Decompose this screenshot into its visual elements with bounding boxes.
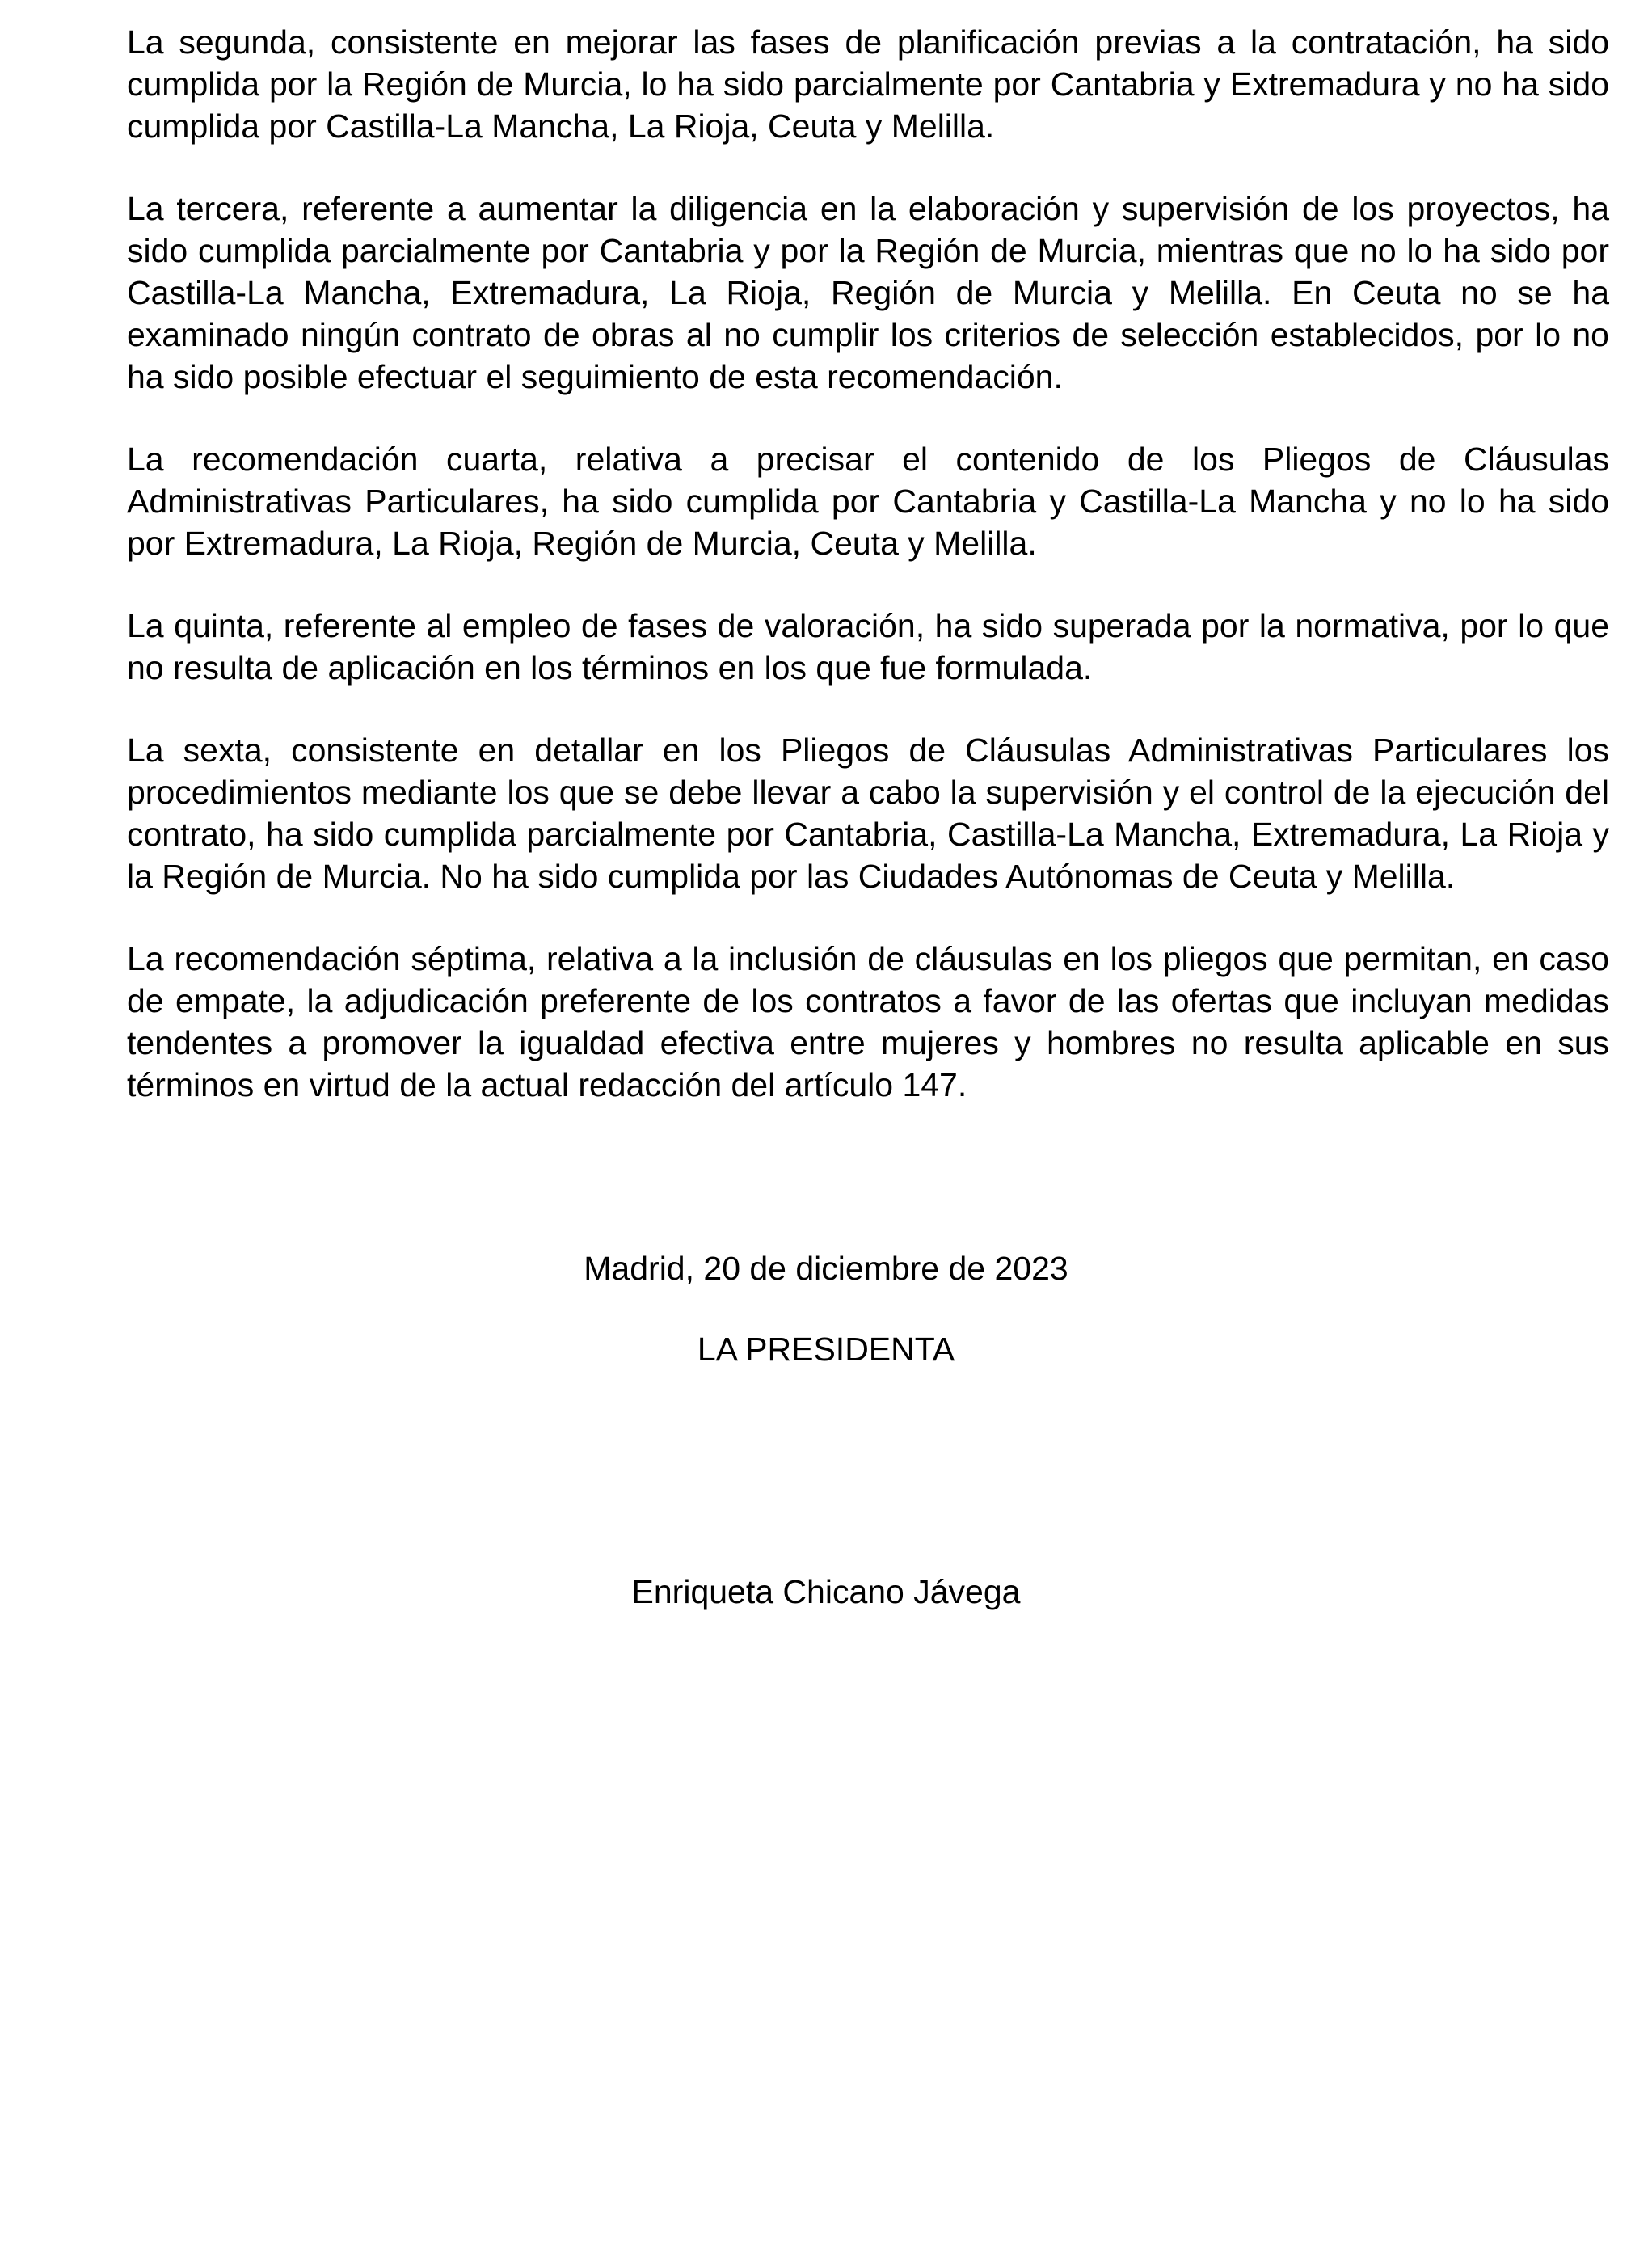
paragraph-quinta: La quinta, referente al empleo de fases de valoración, ha sido superada por la normativa, por lo que no resulta de aplicación en los términos en los que fue formulada. (127, 607, 1609, 686)
signer-title: LA PRESIDENTA (697, 1331, 955, 1368)
paragraph-cuarta: La recomendación cuarta, relativa a precisar el contenido de los Pliegos de Cláusulas Administrativas Particulares, ha sido cumplida por Cantabria y Castilla-La Mancha y no lo ha sido por Extremadura, La Rioja, Región de Murcia, Ceuta y Melilla. (127, 441, 1609, 562)
paragraph-sexta: La sexta, consistente en detallar en los Pliegos de Cláusulas Administrativas Particulares los procedimientos mediante los que se debe llevar a cabo la supervisión y el control de la ejecución del contrato, ha sido cumplida parcialmente por Cantabria, Castilla-La Mancha, Extremadura, La Rioja y la Región de Murcia. No ha sido cumplida por las Ciudades Autónomas de Ceuta y Melilla. (127, 732, 1609, 895)
document-body (127, 21, 1609, 1146)
paragraph-septima: La recomendación séptima, relativa a la inclusión de cláusulas en los pliegos que permitan, en caso de empate, la adjudicación preferente de los contratos a favor de las ofertas que incluyan medidas tendentes a promover la igualdad efectiva entre mujeres y hombres no resulta aplicable en sus términos en virtud de la actual redacción del artículo 147. (127, 940, 1609, 1103)
signer-name: Enriqueta Chicano Jávega (631, 1573, 1021, 1610)
paragraph-segunda: La segunda, consistente en mejorar las fases de planificación previas a la contratación, ha sido cumplida por la Región de Murcia, lo ha sido parcialmente por Cantabria y Extremadura y no ha sido cumplida por Castilla-La Mancha, La Rioja, Ceuta y Melilla. (127, 23, 1609, 145)
paragraph-tercera: La tercera, referente a aumentar la diligencia en la elaboración y supervisión de los proyectos, ha sido cumplida parcialmente por Cantabria y por la Región de Murcia, mientras que no lo ha sido por Castilla-La Mancha, Extremadura, La Rioja, Región de Murcia y Melilla. En Ceuta no se ha examinado ningún contrato de obras al no cumplir los criterios de selección establecidos, por lo no ha sido posible efectuar el seguimiento de esta recomendación. (127, 190, 1609, 395)
place-date: Madrid, 20 de diciembre de 2023 (584, 1250, 1068, 1287)
